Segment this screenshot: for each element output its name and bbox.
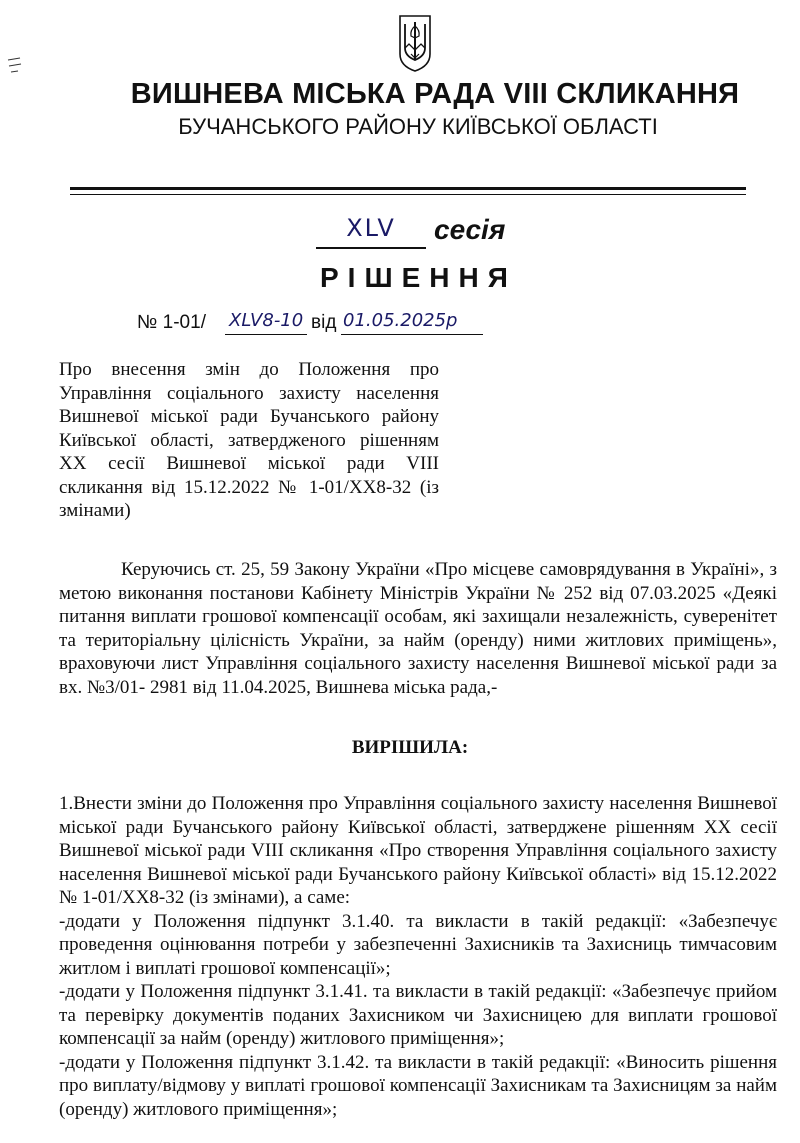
decision-number-prefix: № 1-01/	[137, 312, 206, 333]
session-label: сесія	[434, 214, 506, 245]
district-title: БУЧАНСЬКОГО РАЙОНУ КИЇВСЬКОЇ ОБЛАСТІ	[178, 114, 658, 139]
margin-pen-mark	[6, 56, 24, 78]
sub-item-3-1-42: -додати у Положення підпункт 3.1.42. та викласти в такій редакції: «Виносить рішення про виплату/відмову у виплаті грошової компенсації Захисникам та Захисницям за найм (оренду) житлового приміщення»;	[59, 1051, 777, 1120]
session-number-handwritten: XLV	[346, 214, 396, 242]
session-line	[316, 214, 576, 254]
header-divider-thin	[70, 194, 746, 195]
decision-date-underline	[341, 334, 483, 335]
council-title: ВИШНЕВА МІСЬКА РАДА VIII СКЛИКАННЯ	[130, 78, 740, 110]
resolved-heading: ВИРІШИЛА:	[351, 737, 469, 758]
decision-number-row	[137, 310, 537, 338]
header-divider-thick	[70, 187, 746, 190]
session-underline	[316, 247, 426, 249]
decision-number-handwritten: XLV8-10	[229, 310, 304, 331]
decision-date-handwritten: 01.05.2025р	[343, 310, 458, 331]
sub-item-3-1-40: -додати у Положення підпункт 3.1.40. та викласти в такій редакції: «Забезпечує проведення оцінювання потреби у забезпеченні Захисників та Захисниць тимчасовим житлом і виплаті грошової компенсації»;	[59, 910, 777, 979]
decision-body	[59, 792, 777, 1121]
sub-item-3-1-41: -додати у Положення підпункт 3.1.41. та викласти в такій редакції: «Забезпечує прийом та перевірку документів поданих Захисником чи Захисницею для виплати грошової компенсації за найм (оренду) житлового приміщення»;	[59, 981, 777, 1049]
decision-number-underline	[225, 334, 307, 335]
item-1-paragraph: 1.Внести зміни до Положення про Управління соціального захисту населення Вишневої міської ради Бучанського району Київської області, затверджене рішенням XX сесії Вишневої міської ради VIII скликання «Про створення Управління соціального захисту населення Вишневої міської ради Бучанського району Київської області» від 15.12.2022 № 1-01/XX8-32 (із змінами), а саме:	[59, 793, 777, 908]
decision-title: РІШЕННЯ	[320, 262, 517, 293]
decision-from-label: від	[311, 312, 337, 333]
preamble-paragraph: Керуючись ст. 25, 59 Закону України «Про місцеве самоврядування в Україні», з метою виконання постанови Кабінету Міністрів України № 252 від 07.03.2025 «Деякі питання виплати грошової компенсації особам, які захищали незалежність, суверенітет та територіальну цілісність України, за найм (оренду) ними житлових приміщень», враховуючи лист Управління соціального захисту населення Вишневої міської ради за вх. №3/01- 2981 від 11.04.2025, Вишнева міська рада,-	[59, 559, 777, 698]
decision-subject: Про внесення змін до Положення про Управління соціального захисту населення Вишневої міської ради Бучанського району Київської області, затвердженого рішенням XX сесії Вишневої міської ради VIII скликання від 15.12.2022 № 1-01/XX8-32 (із змінами)	[59, 359, 439, 521]
trident-coat-of-arms-icon	[397, 14, 433, 72]
